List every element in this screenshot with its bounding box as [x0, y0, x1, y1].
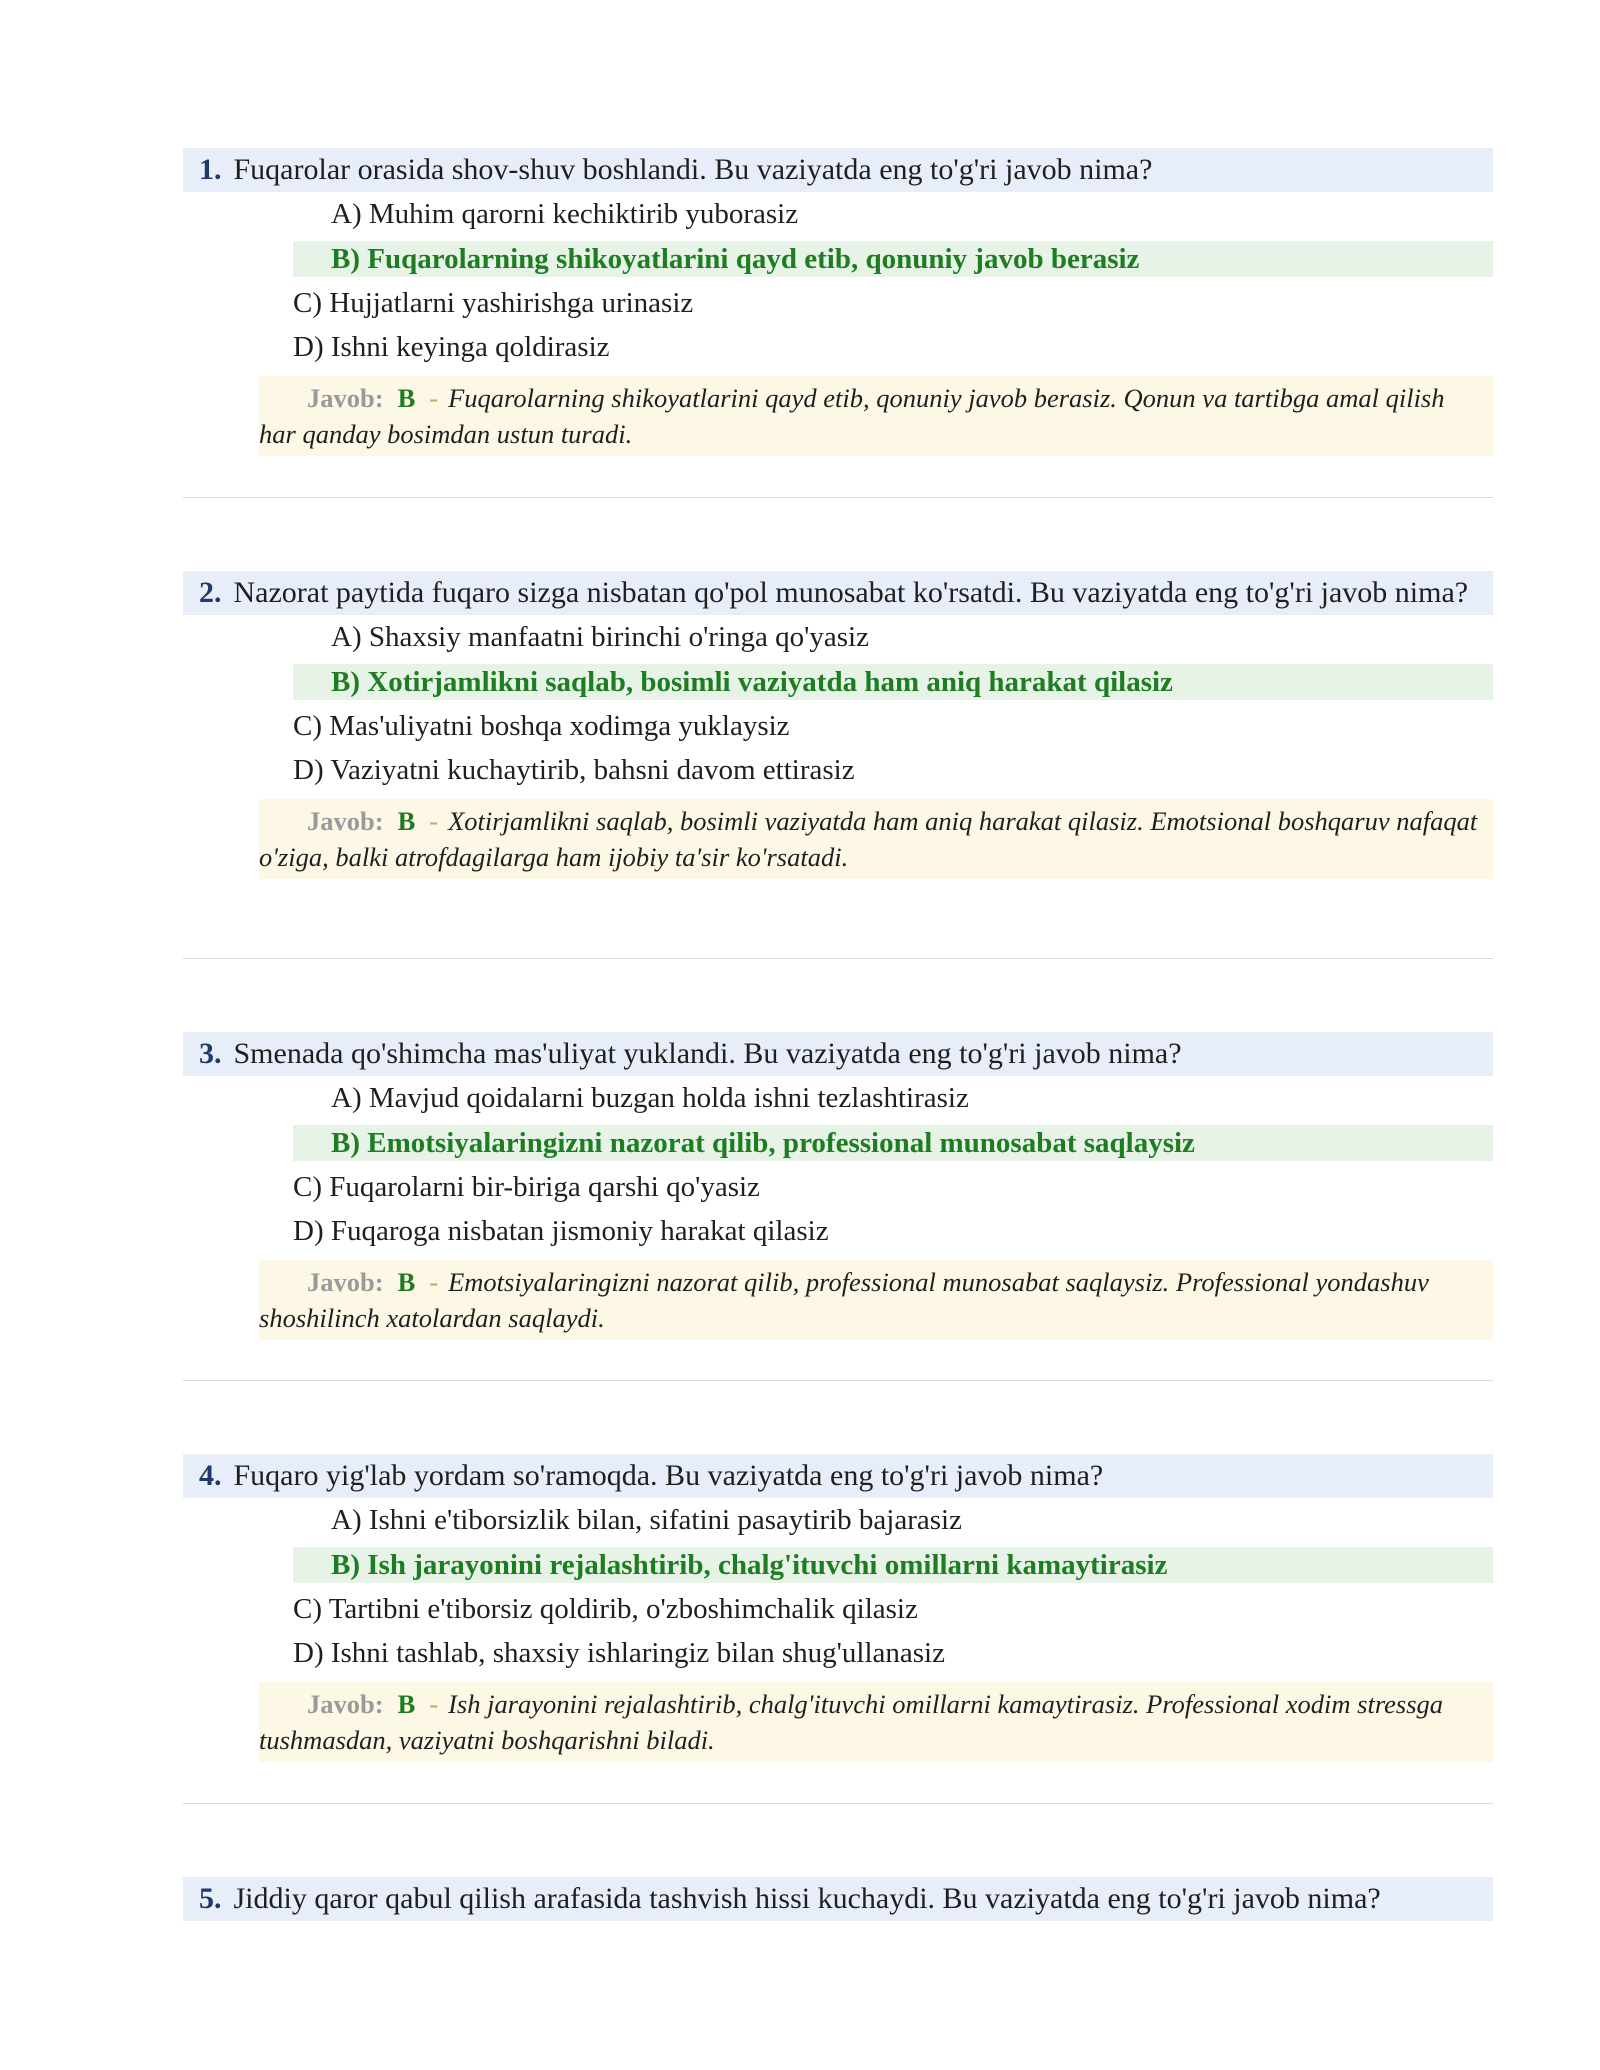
answer-explanation: Emotsiyalaringizni nazorat qilib, professional munosabat saqlaysiz. Professional yondashuv shoshilinch xatolardan saqlaydi. [259, 1266, 1429, 1333]
divider [183, 1803, 1493, 1804]
answer-dash: - [429, 382, 439, 413]
answer-dash: - [429, 1688, 439, 1719]
answer-box [259, 799, 1493, 879]
question-4 [183, 1454, 1493, 1762]
answer-letter: B [397, 805, 416, 836]
question-header [183, 148, 1493, 192]
answer-dash: - [429, 805, 439, 836]
option-d: D) Fuqaroga nisbatan jismoniy harakat qilasiz [293, 1215, 829, 1247]
question-text: Jiddiy qaror qabul qilish arafasida tashvish hissi kuchaydi. Bu vaziyatda eng to'g'ri javob nima? [233, 1882, 1381, 1915]
question-number: 4. [199, 1459, 222, 1492]
option-b-correct: B) Xotirjamlikni saqlab, bosimli vaziyatda ham aniq harakat qilasiz [293, 664, 1493, 700]
answer-box [259, 1682, 1493, 1762]
option-b-correct: B) Fuqarolarning shikoyatlarini qayd etib, qonuniy javob berasiz [293, 241, 1493, 277]
answer-letter: B [397, 382, 416, 413]
option-a: A) Muhim qarorni kechiktirib yuborasiz [331, 198, 799, 230]
question-text: Fuqarolar orasida shov-shuv boshlandi. Bu vaziyatda eng to'g'ri javob nima? [233, 153, 1153, 186]
option-c: C) Fuqarolarni bir-biriga qarshi qo'yasiz [293, 1170, 760, 1203]
option-c: C) Hujjatlarni yashirishga urinasiz [293, 286, 694, 319]
answer-dash: - [429, 1266, 439, 1297]
question-text: Smenada qo'shimcha mas'uliyat yuklandi. Bu vaziyatda eng to'g'ri javob nima? [233, 1037, 1182, 1070]
option-d: D) Ishni keyinga qoldirasiz [293, 331, 610, 363]
option-c: C) Tartibni e'tiborsiz qoldirib, o'zboshimchalik qilasiz [293, 1592, 918, 1625]
question-text: Fuqaro yig'lab yordam so'ramoqda. Bu vaziyatda eng to'g'ri javob nima? [233, 1459, 1104, 1492]
answer-explanation: Xotirjamlikni saqlab, bosimli vaziyatda ham aniq harakat qilasiz. Emotsional boshqaruv nafaqat o'ziga, balki atrofdagilarga ham ijobiy ta'sir ko'rsatadi. [259, 805, 1478, 872]
option-a: A) Mavjud qoidalarni buzgan holda ishni tezlashtirasiz [331, 1082, 969, 1114]
question-1 [183, 148, 1493, 456]
question-3 [183, 1032, 1493, 1340]
answer-label: Javob: [307, 382, 384, 413]
question-header [183, 1032, 1493, 1076]
option-a: A) Shaxsiy manfaatni birinchi o'ringa qo'yasiz [331, 621, 869, 653]
option-d: D) Vaziyatni kuchaytirib, bahsni davom ettirasiz [293, 754, 855, 786]
option-a: A) Ishni e'tiborsizlik bilan, sifatini pasaytirib bajarasiz [331, 1504, 962, 1536]
question-number: 1. [199, 153, 222, 186]
question-header [183, 571, 1493, 615]
question-2 [183, 571, 1493, 879]
answer-label: Javob: [307, 1688, 384, 1719]
divider [183, 497, 1493, 498]
answer-explanation: Fuqarolarning shikoyatlarini qayd etib, qonuniy javob berasiz. Qonun va tartibga amal qilish har qanday bosimdan ustun turadi. [259, 382, 1445, 449]
question-text: Nazorat paytida fuqaro sizga nisbatan qo'pol munosabat ko'rsatdi. Bu vaziyatda eng to'g'ri javob nima? [233, 576, 1469, 609]
question-number: 2. [199, 576, 222, 609]
answer-label: Javob: [307, 805, 384, 836]
divider [183, 958, 1493, 959]
answer-label: Javob: [307, 1266, 384, 1297]
question-5 [183, 1877, 1493, 1921]
answer-box [259, 376, 1493, 456]
question-header [183, 1454, 1493, 1498]
question-number: 5. [199, 1882, 222, 1915]
answer-box [259, 1260, 1493, 1340]
answer-letter: B [397, 1688, 416, 1719]
option-d: D) Ishni tashlab, shaxsiy ishlaringiz bilan shug'ullanasiz [293, 1637, 945, 1669]
option-c: C) Mas'uliyatni boshqa xodimga yuklaysiz [293, 709, 790, 742]
answer-explanation: Ish jarayonini rejalashtirib, chalg'ituvchi omillarni kamaytirasiz. Professional xodim stressga tushmasdan, vaziyatni boshqarishni biladi. [259, 1688, 1444, 1755]
option-b-correct: B) Ish jarayonini rejalashtirib, chalg'ituvchi omillarni kamaytirasiz [293, 1547, 1493, 1583]
question-number: 3. [199, 1037, 222, 1070]
divider [183, 1380, 1493, 1381]
option-b-correct: B) Emotsiyalaringizni nazorat qilib, professional munosabat saqlaysiz [293, 1125, 1493, 1161]
answer-letter: B [397, 1266, 416, 1297]
question-header [183, 1877, 1493, 1921]
